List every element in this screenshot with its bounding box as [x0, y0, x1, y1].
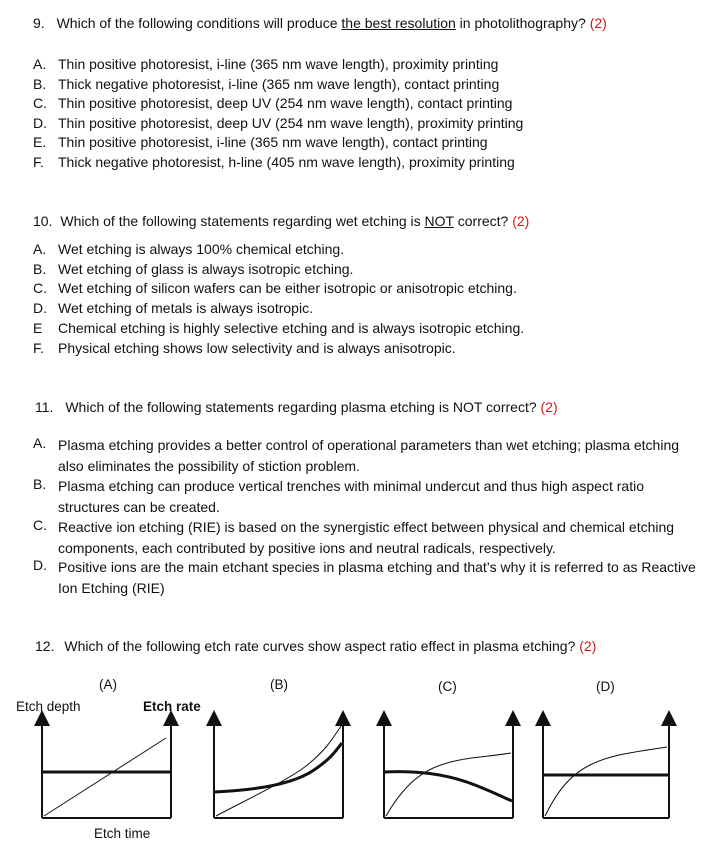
panel-label-c: (C) [438, 679, 457, 694]
panel-c-graph [384, 718, 513, 818]
panel-d-graph [543, 718, 669, 818]
option-text: Thin positive photoresist, deep UV (254 nm wave length), proximity printing [58, 115, 524, 131]
panel-label-d: (D) [596, 679, 615, 694]
option-text: Chemical etching is highly selective etching and is always isotropic etching. [58, 320, 525, 336]
question-number: 12. [35, 638, 55, 654]
option-text: Thin positive photoresist, deep UV (254 nm wave length), contact printing [58, 95, 513, 111]
points: (2) [579, 638, 597, 654]
option-text: Reactive ion etching (RIE) is based on the synergistic effect between physical and chemical etching components, each contributed by positive ions and neutral radicals, respectively. [58, 519, 675, 556]
option-letter: A. [33, 56, 47, 72]
etch-depth-curve [44, 738, 166, 816]
option-text: Plasma etching can produce vertical trenches with minimal undercut and thus high aspect ratio structures can be created. [58, 478, 644, 515]
option-text: Wet etching is always 100% chemical etching. [58, 241, 345, 257]
option-letter: C. [33, 517, 47, 533]
option-letter: A. [33, 241, 47, 257]
question-text: Which of the following etch rate curves show aspect ratio effect in plasma etching? [64, 638, 576, 654]
option-letter: D. [33, 300, 47, 316]
panel-b-graph [214, 718, 343, 818]
option-text: Positive ions are the main etchant species in plasma etching and that’s why it is referred to as Reactive Ion Etching (RIE) [58, 559, 696, 596]
option-text: Wet etching of glass is always isotropic etching. [58, 261, 354, 277]
question-number: 9. [33, 15, 45, 31]
axis-label-etch-rate: Etch rate [143, 699, 201, 714]
points: (2) [540, 399, 558, 415]
question-text-underlined: the best resolution [341, 15, 456, 31]
option-letter: C. [33, 280, 47, 296]
panel-a-graph [42, 718, 171, 818]
panel-label-a: (A) [99, 677, 117, 692]
points: (2) [512, 213, 530, 229]
option-letter: F. [33, 340, 44, 356]
axis-label-etch-depth: Etch depth [16, 699, 81, 714]
option-text: Wet etching of metals is always isotropic. [58, 300, 313, 316]
option-text: Wet etching of silicon wafers can be either isotropic or anisotropic etching. [58, 280, 517, 296]
question-text: correct? [453, 213, 509, 229]
etch-depth-curve [545, 747, 667, 816]
etch-depth-curve [386, 753, 511, 816]
option-text: Physical etching shows low selectivity and is always anisotropic. [58, 340, 456, 356]
option-letter: E [33, 320, 43, 336]
option-text: Plasma etching provides a better control of operational parameters than wet etching; plasma etching also eliminates the possibility of stiction problem. [58, 437, 680, 474]
axis-label-etch-time: Etch time [94, 826, 151, 841]
option-letter: F. [33, 154, 44, 170]
etch-depth-curve [216, 726, 341, 816]
question-number: 11. [35, 399, 54, 415]
option-letter: D. [33, 115, 47, 131]
option-letter: A. [33, 435, 47, 451]
etch-rate-curve [384, 772, 512, 801]
points: (2) [589, 15, 607, 31]
question-text: Which of the following conditions will produce [56, 15, 342, 31]
option-letter: E. [33, 134, 47, 150]
option-letter: D. [33, 557, 47, 573]
option-letter: B. [33, 476, 47, 492]
panel-label-b: (B) [270, 677, 288, 692]
question-text: in photolithography? [455, 15, 586, 31]
option-text: Thin positive photoresist, i-line (365 nm wave length), proximity printing [58, 56, 499, 72]
question-text-underlined: NOT [424, 213, 454, 229]
question-text: Which of the following statements regarding wet etching is [60, 213, 425, 229]
option-text: Thin positive photoresist, i-line (365 nm wave length), contact printing [58, 134, 488, 150]
option-letter: C. [33, 95, 47, 111]
question-number: 10. [33, 213, 53, 229]
option-letter: B. [33, 261, 47, 277]
question-text: Which of the following statements regarding plasma etching is NOT correct? [65, 399, 537, 415]
option-letter: B. [33, 76, 47, 92]
option-text: Thick negative photoresist, h-line (405 nm wave length), proximity printing [58, 154, 515, 170]
option-text: Thick negative photoresist, i-line (365 nm wave length), contact printing [58, 76, 500, 92]
